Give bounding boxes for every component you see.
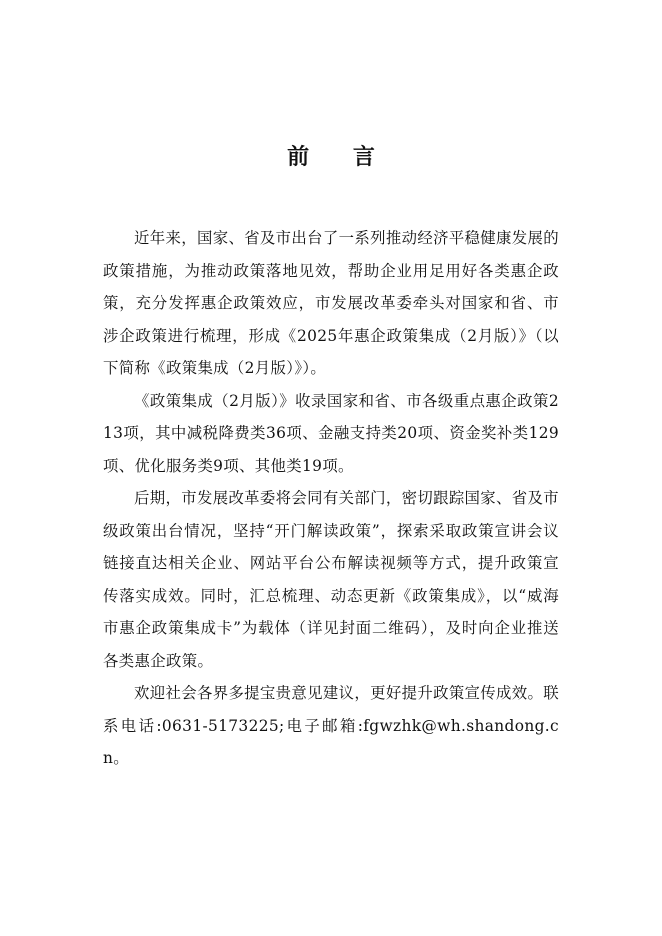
paragraph-contents-summary: 《政策集成（2月版）》收录国家和省、市各级重点惠企政策213项，其中减税降费类36项、金融支持类20项、资金奖补类129项、优化服务类9项、其他类19项。 bbox=[103, 391, 559, 475]
preface-body bbox=[103, 222, 559, 775]
paragraph-contact: 欢迎社会各界多提宝贵意见建议，更好提升政策宣传成效。联系电话:0631-5173225;电子邮箱:fgwzhk@wh.shandong.cn。 bbox=[103, 684, 559, 767]
paragraph-background: 近年来，国家、省及市出台了一系列推动经济平稳健康发展的政策措施，为推动政策落地见效，帮助企业用足用好各类惠企政策，充分发挥惠企政策效应，市发展改革委牵头对国家和省、市涉企政策进行梳理，形成《2025年惠企政策集成（2月版）》（以下简称《政策集成（2月版）》）。 bbox=[103, 229, 559, 377]
paragraph-follow-up: 后期，市发展改革委将会同有关部门，密切跟踪国家、省及市级政策出台情况，坚持“开门解读政策”，探索采取政策宣讲会议链接直达相关企业、网站平台公布解读视频等方式，提升政策宣传落实成效。同时，汇总梳理、动态更新《政策集成》，以“威海市惠企政策集成卡”为载体（详见封面二维码），及时向企业推送各类惠企政策。 bbox=[103, 489, 559, 670]
page-title: 前 言 bbox=[287, 144, 393, 170]
